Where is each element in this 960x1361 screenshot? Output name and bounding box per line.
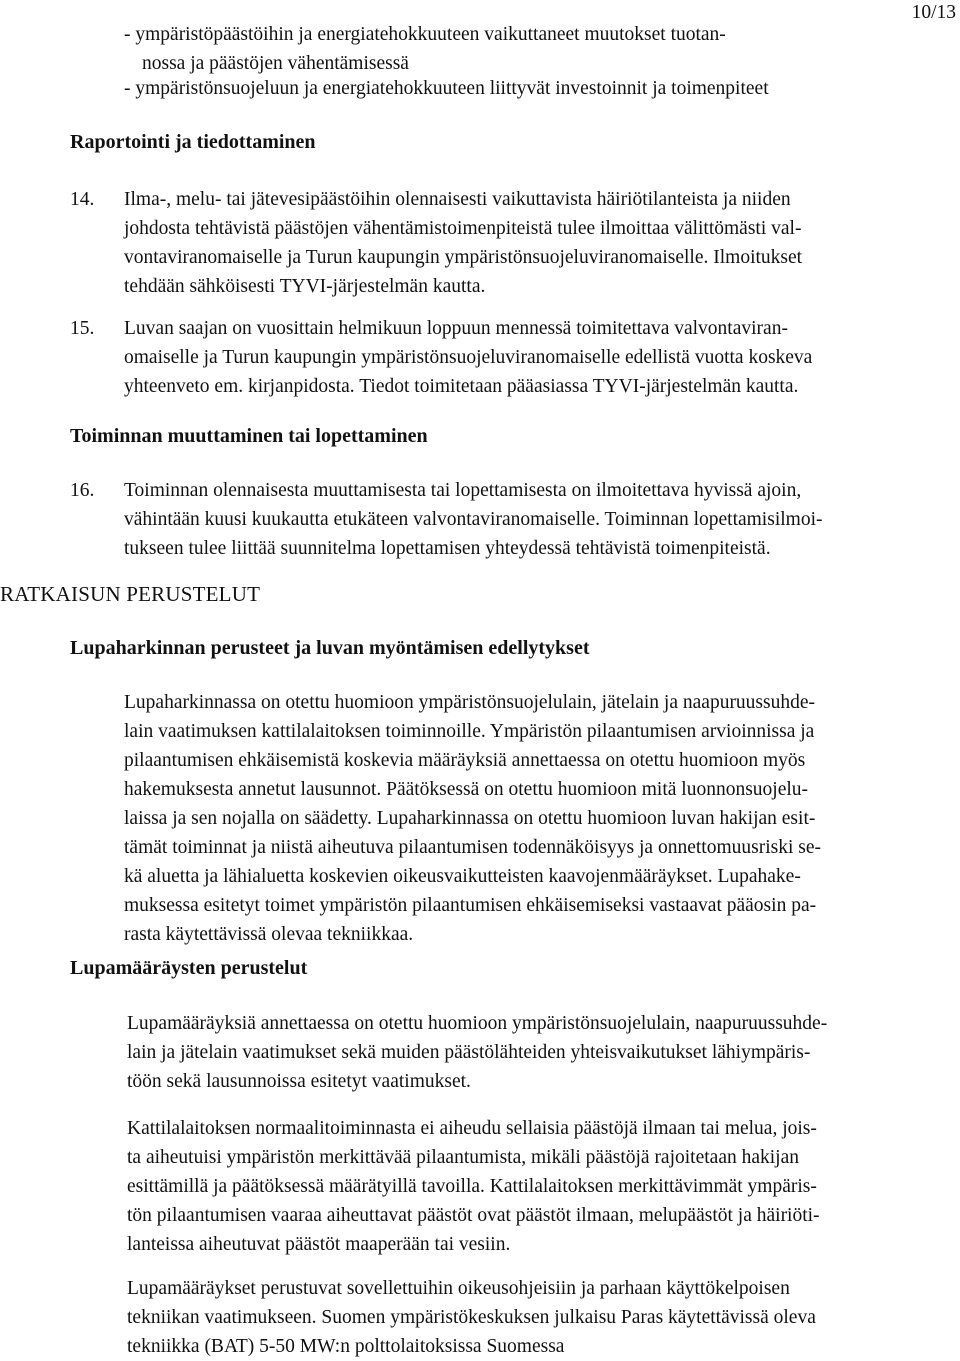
text-line: Luvan saajan on vuosittain helmikuun loppuun mennessä toimitettava valvontaviran- — [124, 318, 788, 339]
bullet-line: - ympäristöpäästöihin ja energiatehokkuuteen vaikuttaneet muutokset tuotan- — [124, 24, 726, 45]
text-line: kä aluetta ja lähialuetta koskevien oikeusvaikutteisten kaavojenmääräykset. Lupahake- — [124, 866, 801, 887]
item-number: 15. — [70, 318, 95, 339]
text-line: vontaviranomaiselle ja Turun kaupungin ympäristönsuojeluviranomaiselle. Ilmoitukset — [124, 247, 803, 268]
heading-basis: Lupaharkinnan perusteet ja luvan myöntämisen edellytykset — [70, 637, 590, 659]
heading-change: Toiminnan muuttaminen tai lopettaminen — [70, 425, 428, 447]
text-line: lain vaatimuksen kattilalaitoksen toiminnoille. Ympäristön pilaantumisen arvioinnissa ja — [124, 721, 815, 742]
page-number: 10/13 — [911, 2, 956, 23]
bullet-line: - ympäristönsuojeluun ja energiatehokkuuteen liittyvät investoinnit ja toimenpiteet — [124, 78, 769, 99]
paragraph-reasons-1 — [127, 1009, 827, 1096]
text-line: esittämillä ja päätöksessä määrätyillä tavoilla. Kattilalaitoksen merkittävimmät ympäris- — [127, 1176, 817, 1197]
item-number: 14. — [70, 189, 95, 210]
item-number: 16. — [70, 480, 95, 501]
bullet-second — [124, 74, 769, 103]
bullet-list — [124, 20, 726, 49]
text-line: töön sekä lausunnoissa esitetyt vaatimukset. — [127, 1071, 471, 1092]
text-line: Toiminnan olennaisesta muuttamisesta tai lopettamisesta on ilmoitettava hyvissä ajoin, — [124, 480, 802, 501]
text-line: johdosta tehtävistä päästöjen vähentämistoimenpiteistä tulee ilmoittaa välittömästi val- — [124, 218, 802, 239]
text-line: tehdään sähköisesti TYVI-järjestelmän kautta. — [124, 276, 486, 297]
paragraph-basis — [124, 688, 821, 949]
item-16-text — [124, 476, 822, 563]
text-line: tämät toiminnat ja niistä aiheutuva pilaantumisen todennäköisyys ja onnettomuusriski se- — [124, 837, 821, 858]
text-line: lain ja jätelain vaatimukset sekä muiden päästölähteiden yhteisvaikutukset lähiympäris- — [127, 1042, 811, 1063]
text-line: tekniikan vaatimukseen. Suomen ympäristökeskuksen julkaisu Paras käytettävissä oleva — [127, 1307, 816, 1328]
text-line: Lupamääräyksiä annettaessa on otettu huomioon ympäristönsuojelulain, naapuruussuhde- — [127, 1013, 828, 1034]
text-line: Ilma-, melu- tai jätevesipäästöihin olennaisesti vaikuttavista häiriötilanteista ja niiden — [124, 189, 791, 210]
text-line: ta aiheutuisi ympäristön merkittävää pilaantumista, mikäli päästöjä rajoitetaan hakijan — [127, 1147, 799, 1168]
text-line: vähintään kuusi kuukautta etukäteen valvontaviranomaiselle. Toiminnan lopettamisilmoi- — [124, 509, 823, 530]
bullet-line: nossa ja päästöjen vähentämisessä — [142, 53, 409, 74]
text-line: Lupamääräykset perustuvat sovellettuihin oikeusohjeisiin ja parhaan käyttökelpoisen — [127, 1278, 790, 1299]
item-15-text — [124, 314, 812, 401]
text-line: rasta käytettävissä olevaa tekniikkaa. — [124, 924, 414, 945]
section-title: RATKAISUN PERUSTELUT — [0, 582, 261, 606]
text-line: yhteenveto em. kirjanpidosta. Tiedot toimitetaan pääasiassa TYVI-järjestelmän kautta. — [124, 376, 799, 397]
paragraph-reasons-3 — [127, 1274, 816, 1361]
text-line: lanteissa aiheutuvat päästöt maaperään tai vesiin. — [127, 1234, 511, 1255]
text-line: tekniikka (BAT) 5-50 MW:n polttolaitoksissa Suomessa — [127, 1336, 565, 1357]
text-line: tön pilaantumisen vaaraa aiheuttavat päästöt ovat päästöt ilmaan, melupäästöt ja häiriöti- — [127, 1205, 820, 1226]
text-line: tukseen tulee liittää suunnitelma lopettamisen yhteydessä tehtävistä toimenpiteistä. — [124, 538, 771, 559]
text-line: Kattilalaitoksen normaalitoiminnasta ei aiheudu sellaisia päästöjä ilmaan tai melua, jois- — [127, 1118, 817, 1139]
text-line: omaiselle ja Turun kaupungin ympäristönsuojeluviranomaiselle edellistä vuotta koskeva — [124, 347, 813, 368]
text-line: muksessa esitetyt toimet ympäristön pilaantumisen ehkäisemiseksi vastaavat pääosin pa- — [124, 895, 817, 916]
text-line: Lupaharkinnassa on otettu huomioon ympäristönsuojelulain, jätelain ja naapuruussuhde- — [124, 692, 816, 713]
heading-reasons: Lupamääräysten perustelut — [70, 957, 308, 979]
text-line: pilaantumisen ehkäisemistä koskevia määräyksiä annettaessa on otettu huomioon myös — [124, 750, 806, 771]
item-14-text — [124, 185, 802, 301]
text-line: laissa ja sen nojalla on säädetty. Lupaharkinnassa on otettu huomioon luvan hakijan esit- — [124, 808, 816, 829]
paragraph-reasons-2 — [127, 1114, 820, 1259]
text-line: hakemuksesta annetut lausunnot. Päätöksessä on otettu huomioon mitä luonnonsuojelu- — [124, 779, 809, 800]
heading-reporting: Raportointi ja tiedottaminen — [70, 131, 316, 153]
